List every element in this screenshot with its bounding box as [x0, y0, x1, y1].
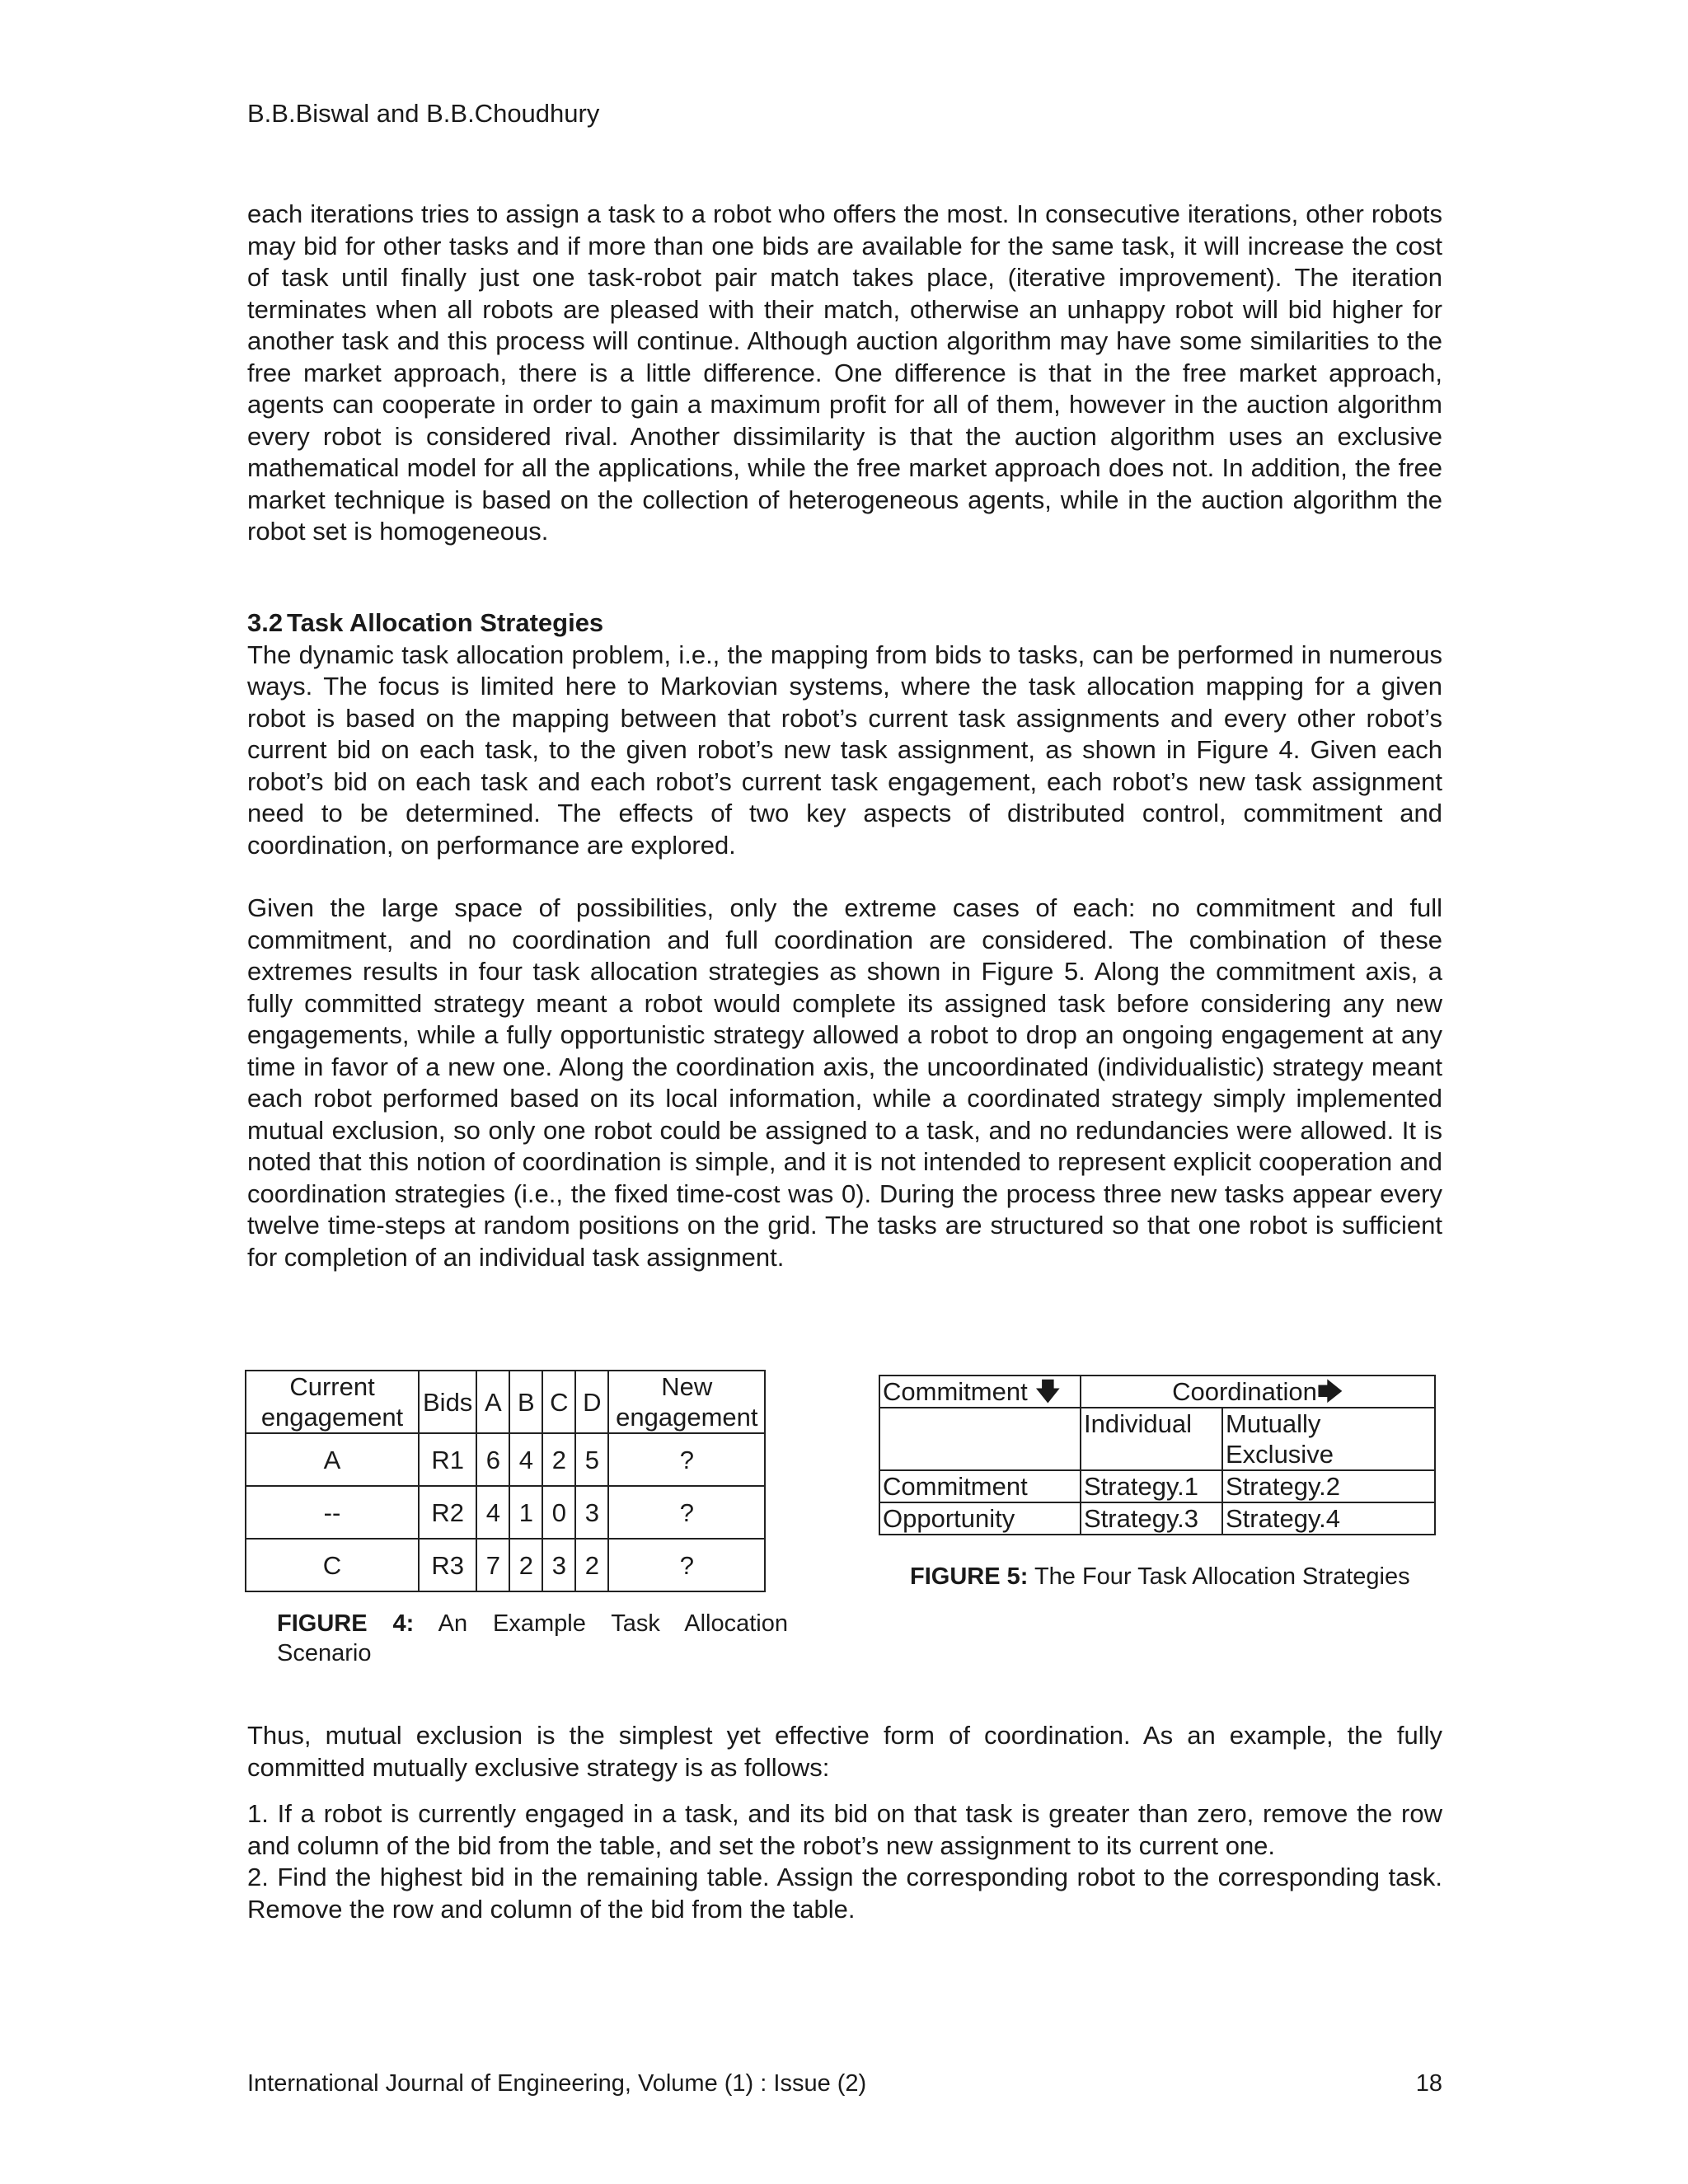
caption-label: FIGURE 5:: [910, 1563, 1029, 1590]
figure-5-table: [879, 1375, 1436, 1535]
cell: C: [246, 1539, 419, 1591]
cell: Commitment: [879, 1470, 1081, 1502]
header-bids: Bids: [419, 1371, 476, 1433]
cell: 4: [509, 1433, 542, 1486]
paragraph-text: each iterations tries to assign a task to a robot who offers the most. In consecutive iterations, other robots may bid for other tasks and if more than one bids are available for the same task, it will increase the cost of task until finally just one task-robot pair match takes place, (iterative improvement). The iteration terminates when all robots are pleased with their match, otherwise an unhappy robot will bid higher for another task and this process will continue. Although auction algorithm may have some similarities to the free market approach, there is a little difference. One difference is that in the free market approach, agents can cooperate in order to gain a maximum profit for all of them, however in the auction algorithm every robot is considered rival. Another dissimilarity is that the auction algorithm uses an exclusive mathematical model for all the applications, while the free market approach does not. In addition, the free market technique is based on the collection of heterogeneous agents, while in the auction algorithm the robot set is homogeneous.: [247, 199, 1442, 546]
cell: ?: [608, 1486, 765, 1539]
numbered-steps: [247, 1798, 1442, 1925]
cell: 0: [542, 1486, 575, 1539]
table-row: [246, 1486, 765, 1539]
table-row: [246, 1539, 765, 1591]
cell: R2: [419, 1486, 476, 1539]
caption-label: FIGURE 4:: [277, 1610, 415, 1637]
cell: 4: [476, 1486, 509, 1539]
table-header-row: [246, 1371, 765, 1433]
table-row: [879, 1502, 1435, 1535]
paragraph-text: Given the large space of possibilities, only the extreme cases of each: no commitment and full commitment, and no coordination and full coordination are considered. The combination of these extremes results in four task allocation strategies as shown in Figure 5. Along the commitment axis, a fully committed strategy meant a robot would complete its assigned task before considering any new engagements, while a fully opportunistic strategy allowed a robot to drop an ongoing engagement at any time in favor of a new one. Along the coordination axis, the uncoordinated (individualistic) strategy meant each robot performed based on its local information, while a coordinated strategy simply implemented mutual exclusion, so only one robot could be assigned to a task, and no redundancies were allowed. It is noted that this notion of coordination is simple, and it is not intended to represent explicit cooperation and coordination strategies (i.e., the fixed time-cost was 0). During the process three new tasks appear every twelve time-steps at random positions on the grid. The tasks are structured so that one robot is sufficient for completion of an individual task assignment.: [247, 893, 1442, 1272]
header-task-b: B: [509, 1371, 542, 1433]
caption-text: An Example Task Allocation Scenario: [277, 1610, 788, 1666]
cell: 2: [542, 1433, 575, 1486]
empty-cell: [879, 1408, 1081, 1470]
cell: Opportunity: [879, 1502, 1081, 1535]
cell: R1: [419, 1433, 476, 1486]
header-coordination: [1081, 1376, 1435, 1408]
step-1-text: 1. If a robot is currently engaged in a task, and its bid on that task is greater than zero, remove the row and column of the bid from the table, and set the robot’s new assignment to its current one.: [247, 1799, 1442, 1860]
caption-text: The Four Task Allocation Strategies: [1028, 1563, 1410, 1590]
figure-4-caption: [277, 1609, 788, 1668]
cell: ?: [608, 1433, 765, 1486]
body-paragraph-3: [247, 893, 1442, 1273]
arrow-down-icon: 🡇: [1034, 1377, 1062, 1406]
section-heading: [247, 607, 1442, 640]
header-task-d: D: [575, 1371, 608, 1433]
cell: 2: [575, 1539, 608, 1591]
cell: 3: [542, 1539, 575, 1591]
cell: 5: [575, 1433, 608, 1486]
cell: Strategy.2: [1222, 1470, 1435, 1502]
table-row: [879, 1470, 1435, 1502]
paragraph-text: Thus, mutual exclusion is the simplest yet effective form of coordination. As an example, the fully committed mutually exclusive strategy is as follows:: [247, 1721, 1442, 1782]
cell: 3: [575, 1486, 608, 1539]
cell: 2: [509, 1539, 542, 1591]
section-3-2: [247, 607, 1442, 861]
cell: ?: [608, 1539, 765, 1591]
table-row: [246, 1433, 765, 1486]
cell: 1: [509, 1486, 542, 1539]
cell: --: [246, 1486, 419, 1539]
figure-4-table: [245, 1370, 766, 1592]
cell: Strategy.3: [1081, 1502, 1222, 1535]
figure-5-caption: [910, 1562, 1410, 1591]
cell: R3: [419, 1539, 476, 1591]
header-task-a: A: [476, 1371, 509, 1433]
commitment-header-label: Commitment: [883, 1377, 1028, 1406]
header-commitment: [879, 1376, 1081, 1408]
cell: Strategy.1: [1081, 1470, 1222, 1502]
cell: A: [246, 1433, 419, 1486]
cell: 6: [476, 1433, 509, 1486]
header-mutually-exclusive: Mutually Exclusive: [1222, 1408, 1435, 1470]
header-individual: Individual: [1081, 1408, 1222, 1470]
page-number: 18: [1415, 2070, 1442, 2097]
table-header-row: [879, 1376, 1435, 1408]
body-paragraph-1: [247, 199, 1442, 548]
section-number: 3.2: [247, 608, 284, 637]
arrow-right-icon: 🡆: [1316, 1377, 1343, 1406]
cell: Strategy.4: [1222, 1502, 1435, 1535]
paragraph-text: The dynamic task allocation problem, i.e., the mapping from bids to tasks, can be performed in numerous ways. The focus is limited here to Markovian systems, where the task allocation mapping for a given robot is based on the mapping between that robot’s current task assignments and every other robot’s current bid on each task, to the given robot’s new task assignment, as shown in Figure 4. Given each robot’s bid on each task and each robot’s current task engagement, each robot’s new task assignment need to be determined. The effects of two key aspects of distributed control, commitment and coordination, on performance are explored.: [247, 640, 1442, 860]
running-header: B.B.Biswal and B.B.Choudhury: [247, 99, 600, 128]
page-footer: [247, 2069, 1442, 2098]
cell: 7: [476, 1539, 509, 1591]
step-2-text: 2. Find the highest bid in the remaining table. Assign the corresponding robot to the corresponding task. Remove the row and column of the bid from the table.: [247, 1863, 1442, 1924]
header-task-c: C: [542, 1371, 575, 1433]
header-new-engagement: New engagement: [608, 1371, 765, 1433]
journal-citation: International Journal of Engineering, Volume (1) : Issue (2): [247, 2070, 867, 2097]
table-subheader-row: [879, 1408, 1435, 1470]
section-title: Task Allocation Strategies: [287, 608, 604, 637]
coordination-header-label: Coordination: [1172, 1377, 1317, 1406]
body-paragraph-4: [247, 1720, 1442, 1783]
header-current-engagement: Current engagement: [246, 1371, 419, 1433]
